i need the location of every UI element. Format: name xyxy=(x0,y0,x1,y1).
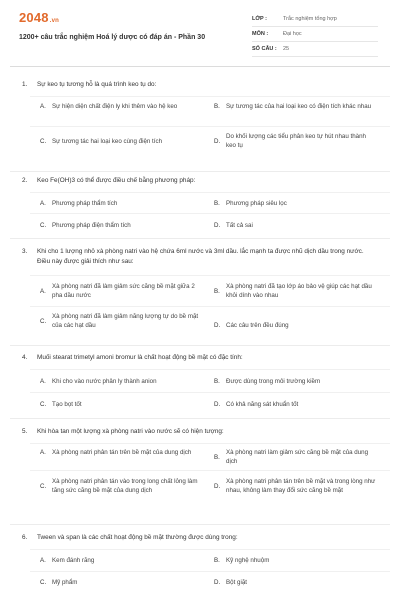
option-b[interactable] xyxy=(214,102,376,111)
options-divider xyxy=(30,96,390,97)
question-separator xyxy=(10,345,390,346)
option-text: Sự tương tác của hai loại keo có điện tích khác nhau xyxy=(226,103,372,110)
options-divider xyxy=(30,443,390,444)
option-letter: A. xyxy=(40,378,46,385)
option-b[interactable] xyxy=(214,282,376,300)
option-text: Xà phòng natri phân tán trên bề mặt và trong lòng như nhau, không làm thay đổi sức căng bề mặt xyxy=(226,478,376,494)
question-header xyxy=(22,427,367,437)
option-letter: C. xyxy=(40,401,47,408)
question-separator xyxy=(10,524,390,525)
option-letter: A. xyxy=(40,557,46,564)
option-text: Được dùng trong môi trường kiềm xyxy=(226,378,321,385)
option-d[interactable] xyxy=(214,321,376,330)
meta-row-class xyxy=(252,12,378,27)
option-a[interactable] xyxy=(40,199,202,208)
meta-key: MÔN : xyxy=(252,31,269,37)
meta-row-subject xyxy=(252,27,378,42)
question-header xyxy=(22,80,367,90)
header-divider xyxy=(10,66,390,67)
option-c[interactable] xyxy=(40,400,202,409)
option-letter: C. xyxy=(40,222,47,229)
option-b[interactable] xyxy=(214,448,376,466)
document-title: 1200+ câu trắc nghiệm Hoá lý dược có đáp án - Phần 30 xyxy=(19,34,206,41)
meta-table xyxy=(252,12,378,57)
option-letter: A. xyxy=(40,287,46,295)
question-number: 3. xyxy=(22,248,28,255)
option-letter: B. xyxy=(214,378,220,385)
option-c[interactable] xyxy=(40,137,202,146)
site-logo[interactable] xyxy=(19,10,59,25)
option-text: Mỹ phẩm xyxy=(52,579,78,586)
option-a[interactable] xyxy=(40,102,202,111)
question-text: Tween và span là các chất hoạt động bề mặt thường được dùng trong: xyxy=(37,534,238,541)
option-letter: B. xyxy=(214,557,220,564)
option-text: Khi cho vào nước phân ly thành anion xyxy=(52,378,157,385)
option-text: Có khả năng sát khuẩn tốt xyxy=(226,401,299,408)
question-text: Muối stearat trimetyl amoni bromur là chất hoạt động bề mặt có đặc tính: xyxy=(37,354,243,361)
option-letter: D. xyxy=(214,222,221,229)
option-c[interactable] xyxy=(40,578,202,587)
option-b[interactable] xyxy=(214,556,376,565)
option-letter: A. xyxy=(40,103,46,110)
options-divider xyxy=(30,549,390,550)
question-header xyxy=(22,247,367,267)
question-number: 6. xyxy=(22,534,28,541)
option-d[interactable] xyxy=(214,221,376,230)
options-divider xyxy=(30,306,390,307)
question-header xyxy=(22,353,367,363)
meta-row-count xyxy=(252,42,378,57)
option-a[interactable] xyxy=(40,448,202,457)
option-c[interactable] xyxy=(40,221,202,230)
option-a[interactable] xyxy=(40,556,202,565)
option-text: Tạo bọt tốt xyxy=(52,401,82,408)
option-letter: B. xyxy=(214,103,220,110)
option-text: Kỹ nghệ nhuộm xyxy=(226,557,270,564)
option-text: Xà phòng natri phân tán vào trong long chất lỏng làm tăng sức căng bề mặt của dung dịch xyxy=(52,478,198,494)
options-divider xyxy=(30,126,390,127)
question-header xyxy=(22,533,367,543)
option-text: Xà phòng natri phân tán trên bề mặt của dung dịch xyxy=(52,449,192,456)
option-c[interactable] xyxy=(40,477,202,495)
option-text: Phương pháp điện thẩm tích xyxy=(52,222,131,229)
options-divider xyxy=(30,571,390,572)
option-text: Xà phòng natri đã làm giảm năng lượng tự do bề mặt của các hạt dầu xyxy=(52,313,199,329)
option-text: Kem đánh răng xyxy=(52,557,95,564)
option-text: Tất cả sai xyxy=(226,222,253,229)
option-letter: C. xyxy=(40,138,47,145)
question-text: Khi hòa tan một lượng xà phòng natri vào nước sẽ có hiện tượng: xyxy=(37,428,224,435)
option-text: Do khối lượng các tiểu phân keo tự hút nhau thành keo tụ xyxy=(226,133,366,149)
logo-main: 2048 xyxy=(19,10,49,25)
option-letter: A. xyxy=(40,449,46,456)
option-letter: B. xyxy=(214,453,220,461)
option-letter: D. xyxy=(214,401,221,408)
options-divider xyxy=(30,275,390,276)
option-d[interactable] xyxy=(214,477,376,495)
meta-key: SỐ CÂU : xyxy=(252,46,277,52)
option-text: Xà phòng natri đã làm giảm sức căng bề mặt giữa 2 pha dầu nước xyxy=(52,283,195,299)
meta-value: Đại học xyxy=(283,31,302,37)
option-letter: C. xyxy=(40,579,47,586)
option-letter: A. xyxy=(40,200,46,207)
question-separator xyxy=(10,171,390,172)
question-number: 5. xyxy=(22,428,28,435)
question-separator xyxy=(10,418,390,419)
question-number: 4. xyxy=(22,354,28,361)
options-divider xyxy=(30,392,390,393)
option-letter: C. xyxy=(40,482,47,490)
options-divider xyxy=(30,192,390,193)
option-text: Sự tương tác hai loại keo cùng điện tích xyxy=(52,138,163,145)
option-text: Các câu trên đều đúng xyxy=(226,322,289,329)
option-a[interactable] xyxy=(40,377,202,386)
options-divider xyxy=(30,470,390,471)
option-c[interactable] xyxy=(40,312,202,330)
logo-suffix: .vn xyxy=(49,18,60,24)
option-letter: D. xyxy=(214,137,221,145)
option-letter: D. xyxy=(214,322,221,329)
option-d[interactable] xyxy=(214,132,376,150)
document-header xyxy=(0,0,400,70)
option-letter: B. xyxy=(214,287,220,295)
option-a[interactable] xyxy=(40,282,202,300)
options-divider xyxy=(30,369,390,370)
option-d[interactable] xyxy=(214,400,376,409)
question-text: Khi cho 1 lượng nhỏ xà phòng natri vào hệ chứa 6ml nước và 3ml dầu. lắc mạnh ta được nhũ dịch dầu trong nước. Điều này được giải thích như sau: xyxy=(37,248,364,265)
meta-key: LỚP : xyxy=(252,16,267,22)
option-text: Bột giặt xyxy=(226,579,247,586)
option-text: Xà phòng natri đã tạo lớp áo bảo vệ giúp các hạt dầu khỏi dính vào nhau xyxy=(226,283,372,299)
option-text: Phương pháp thẩm tích xyxy=(52,200,118,207)
option-d[interactable] xyxy=(214,578,376,587)
meta-value: Trắc nghiệm tổng hợp xyxy=(283,16,337,22)
option-letter: D. xyxy=(214,482,221,490)
option-b[interactable] xyxy=(214,199,376,208)
question-header xyxy=(22,176,367,186)
option-text: Phương pháp siêu lọc xyxy=(226,200,287,207)
question-number: 1. xyxy=(22,81,28,88)
option-letter: D. xyxy=(214,579,221,586)
meta-value: 25 xyxy=(283,46,290,52)
options-divider xyxy=(30,213,390,214)
option-letter: C. xyxy=(40,317,47,325)
option-text: Sự hiện diện chất điện ly khi thêm vào hệ keo xyxy=(52,103,178,110)
question-number: 2. xyxy=(22,177,28,184)
question-text: Keo Fe(OH)3 có thể được điều chế bằng phương pháp: xyxy=(37,177,196,184)
question-separator xyxy=(10,238,390,239)
question-text: Sự keo tụ tương hỗ là quá trình keo tụ do: xyxy=(37,81,157,88)
option-b[interactable] xyxy=(214,377,376,386)
option-text: Xà phòng natri làm giảm sức căng bề mặt của dung dịch xyxy=(226,449,369,465)
option-letter: B. xyxy=(214,200,220,207)
